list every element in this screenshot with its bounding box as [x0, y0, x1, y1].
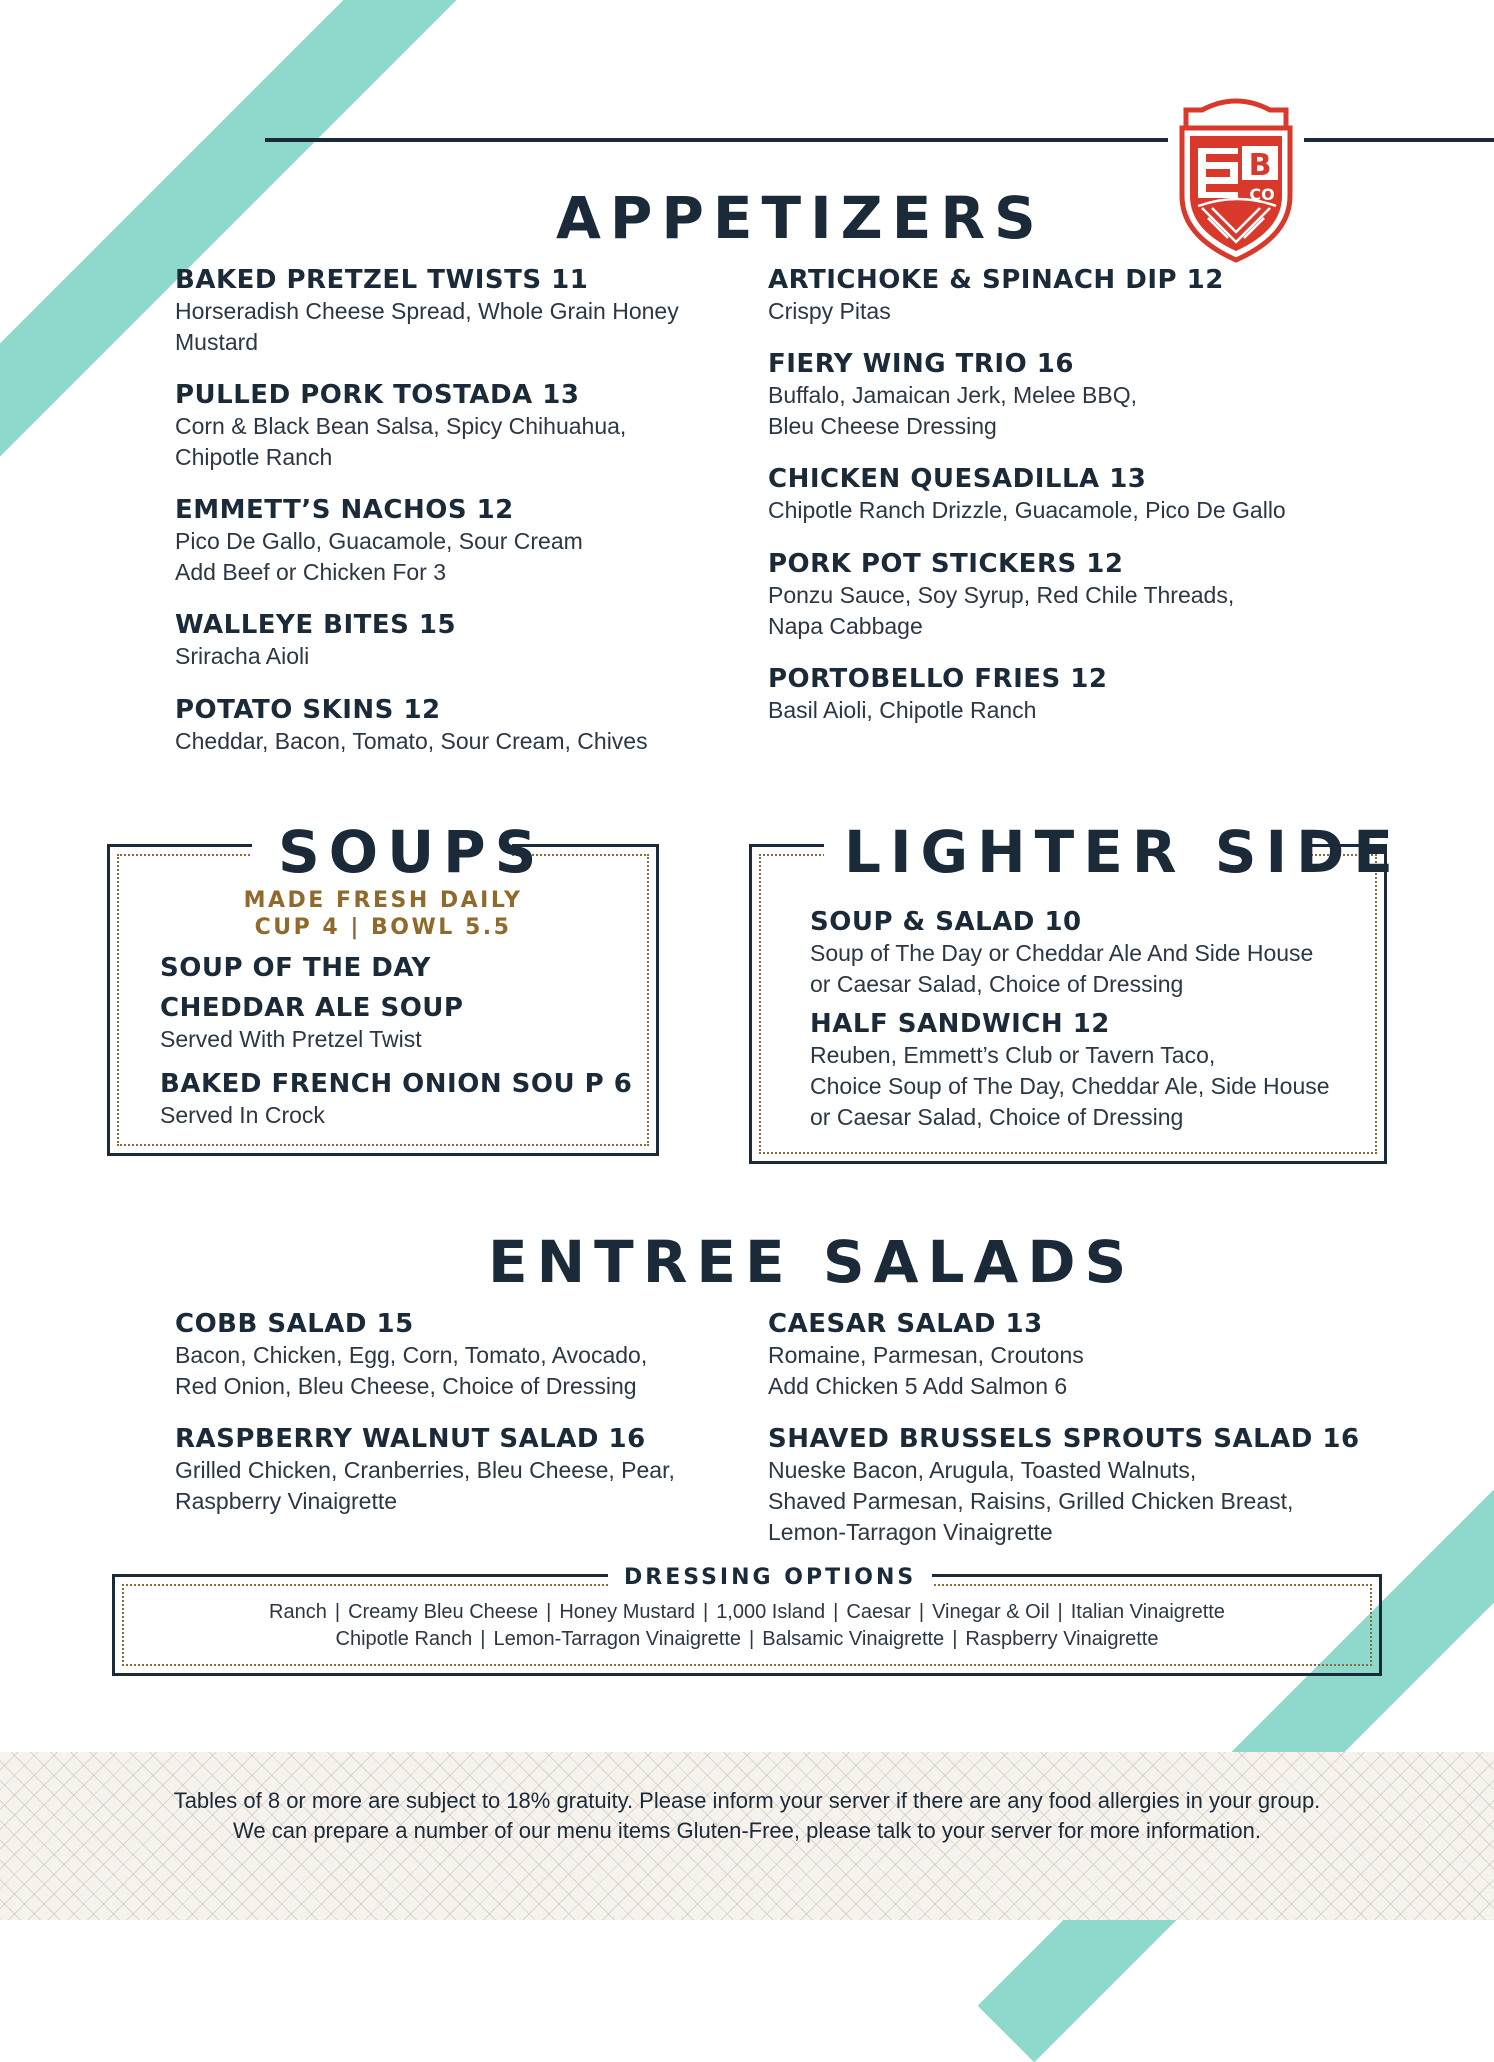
description-line: Romaine, Parmesan, Croutons [768, 1342, 1084, 1368]
dressing-option: Vinegar & Oil [932, 1601, 1050, 1623]
appetizer-item [175, 494, 583, 588]
menu-item-name: WALLEYE BITES 15 [175, 610, 457, 640]
dressing-option: Honey Mustard [559, 1601, 695, 1623]
appetizer-item [175, 379, 626, 473]
dressing-option: Italian Vinaigrette [1070, 1601, 1225, 1623]
salad-item [175, 1308, 647, 1402]
menu-item-description [768, 380, 1137, 442]
description-line: Ponzu Sauce, Soy Syrup, Red Chile Threads, [768, 582, 1235, 608]
description-line: Pico De Gallo, Guacamole, Sour Cream [175, 528, 583, 554]
menu-item-description [175, 296, 679, 358]
appetizer-item [175, 609, 456, 672]
dressing-option: Ranch [269, 1601, 327, 1623]
appetizer-item [768, 663, 1107, 726]
menu-item-description [175, 641, 456, 672]
separator: | [833, 1601, 839, 1623]
description-line: Add Chicken 5 Add Salmon 6 [768, 1373, 1068, 1399]
description-line: Chipotle Ranch Drizzle, Guacamole, Pico De Gallo [768, 497, 1286, 523]
description-line: Shaved Parmesan, Raisins, Grilled Chicken Breast, [768, 1488, 1294, 1514]
description-line: Corn & Black Bean Salsa, Spicy Chihuahua, [175, 413, 627, 439]
description-line: Reuben, Emmett’s Club or Tavern Taco, [810, 1042, 1216, 1068]
dressing-option: Chipotle Ranch [335, 1628, 473, 1650]
menu-item-name: BAKED FRENCH ONION SOU P 6 [160, 1069, 633, 1099]
description-line: or Caesar Salad, Choice of Dressing [810, 971, 1184, 997]
menu-item-name: POTATO SKINS 12 [175, 695, 441, 725]
appetizer-item [768, 348, 1137, 442]
description-line: Crispy Pitas [768, 298, 891, 324]
dressing-box-dotted-border [122, 1584, 1372, 1666]
description-line: Bacon, Chicken, Egg, Corn, Tomato, Avocado, [175, 1342, 648, 1368]
svg-text:B: B [1248, 148, 1272, 183]
dressing-option: Lemon-Tarragon Vinaigrette [493, 1628, 742, 1650]
menu-item-description [768, 1340, 1084, 1402]
lighter-side-item [810, 906, 1313, 1000]
menu-item-description [175, 1455, 675, 1517]
dressing-row-2 [115, 1628, 1379, 1651]
top-rule [265, 138, 1494, 142]
description-line: Nueske Bacon, Arugula, Toasted Walnuts, [768, 1457, 1197, 1483]
appetizers-title: APPETIZERS [556, 184, 1045, 252]
appetizer-item [175, 264, 679, 358]
separator: | [334, 1601, 341, 1623]
dressing-option: Creamy Bleu Cheese [348, 1601, 539, 1623]
footer-line-2: We can prepare a number of our menu items Gluten-Free, please talk to your server for more information. [233, 1818, 1261, 1843]
menu-item-description [810, 938, 1313, 1000]
appetizer-item [768, 463, 1286, 526]
logo [1168, 96, 1304, 266]
soup-item [160, 1068, 632, 1131]
description-line: Napa Cabbage [768, 613, 923, 639]
description-line: Mustard [175, 329, 259, 355]
description-line: Add Beef or Chicken For 3 [175, 559, 447, 585]
menu-item-description [768, 495, 1286, 526]
menu-item-name: ARTICHOKE & SPINACH DIP 12 [768, 265, 1224, 295]
salad-item [175, 1423, 675, 1517]
separator: | [952, 1628, 958, 1650]
dressing-option: Caesar [846, 1601, 911, 1623]
menu-item-name: FIERY WING TRIO 16 [768, 349, 1074, 379]
menu-item-name: RASPBERRY WALNUT SALAD 16 [175, 1424, 646, 1454]
menu-item-name: SOUP & SALAD 10 [810, 907, 1082, 937]
description-line: Sriracha Aioli [175, 643, 310, 669]
description-line: Chipotle Ranch [175, 444, 333, 470]
soup-item [160, 992, 463, 1055]
description-line: Choice Soup of The Day, Cheddar Ale, Side House [810, 1073, 1330, 1099]
menu-item-description [175, 726, 648, 757]
footer [0, 1752, 1494, 1920]
menu-item-name: SOUP OF THE DAY [160, 953, 431, 983]
separator: | [546, 1601, 552, 1623]
description-line: Raspberry Vinaigrette [175, 1488, 398, 1514]
footer-line-1: Tables of 8 or more are subject to 18% gratuity. Please inform your server if there are any food allergies in your group. [173, 1788, 1321, 1813]
soup-item [160, 952, 431, 984]
menu-item-name: CAESAR SALAD 13 [768, 1309, 1043, 1339]
menu-item-description [175, 411, 626, 473]
menu-item-name: HALF SANDWICH 12 [810, 1009, 1110, 1039]
menu-item-description [160, 1024, 463, 1055]
svg-text:CO: CO [1249, 185, 1275, 204]
menu-item-name: CHEDDAR ALE SOUP [160, 993, 464, 1023]
menu-item-name: BAKED PRETZEL TWISTS 11 [175, 265, 589, 295]
description-line: Buffalo, Jamaican Jerk, Melee BBQ, [768, 382, 1138, 408]
description-line: or Caesar Salad, Choice of Dressing [810, 1104, 1184, 1130]
soups-subtitle-2: CUP 4 | BOWL 5.5 [254, 915, 512, 940]
menu-item-name: EMMETT’S NACHOS 12 [175, 495, 514, 525]
salad-item [768, 1423, 1360, 1548]
description-line: Red Onion, Bleu Cheese, Choice of Dressing [175, 1373, 637, 1399]
menu-item-name: PORTOBELLO FRIES 12 [768, 664, 1108, 694]
description-line: Lemon-Tarragon Vinaigrette [768, 1519, 1053, 1545]
description-line: Served In Crock [160, 1102, 325, 1128]
menu-item-name: PORK POT STICKERS 12 [768, 549, 1124, 579]
dressing-row-1 [115, 1601, 1379, 1624]
salad-item [768, 1308, 1084, 1402]
menu-item-name: CHICKEN QUESADILLA 13 [768, 464, 1147, 494]
entree-salads-title: ENTREE SALADS [488, 1228, 1136, 1296]
description-line: Soup of The Day or Cheddar Ale And Side House [810, 940, 1314, 966]
dressing-options-title: DRESSING OPTIONS [608, 1565, 932, 1590]
menu-item-description [810, 1040, 1330, 1133]
separator: | [1057, 1601, 1063, 1623]
menu-item-description [175, 526, 583, 588]
menu-item-description [160, 1100, 632, 1131]
separator: | [749, 1628, 755, 1650]
description-line: Cheddar, Bacon, Tomato, Sour Cream, Chives [175, 728, 648, 754]
dressing-option: 1,000 Island [716, 1601, 826, 1623]
separator: | [480, 1628, 486, 1650]
appetizer-item [768, 548, 1234, 642]
menu-item-name: PULLED PORK TOSTADA 13 [175, 380, 580, 410]
dressing-option: Raspberry Vinaigrette [965, 1628, 1159, 1650]
menu-item-description [175, 1340, 647, 1402]
description-line: Bleu Cheese Dressing [768, 413, 997, 439]
description-line: Served With Pretzel Twist [160, 1026, 422, 1052]
appetizer-item [175, 694, 648, 757]
lighter-side-title: LIGHTER SIDE [844, 818, 1402, 886]
description-line: Grilled Chicken, Cranberries, Bleu Cheese, Pear, [175, 1457, 675, 1483]
description-line: Basil Aioli, Chipotle Ranch [768, 697, 1037, 723]
description-line: Horseradish Cheese Spread, Whole Grain Honey [175, 298, 679, 324]
soups-title: SOUPS [278, 818, 546, 886]
soups-subtitle-1: MADE FRESH DAILY [243, 888, 523, 913]
separator: | [702, 1601, 709, 1623]
menu-item-description [768, 296, 1224, 327]
menu-item-name: SHAVED BRUSSELS SPROUTS SALAD 16 [768, 1424, 1360, 1454]
menu-item-description [768, 580, 1234, 642]
crest-logo-icon [1168, 96, 1304, 266]
dressing-option: Balsamic Vinaigrette [762, 1628, 945, 1650]
lighter-side-item [810, 1008, 1330, 1133]
menu-item-description [768, 1455, 1360, 1548]
separator: | [918, 1601, 925, 1623]
appetizer-item [768, 264, 1224, 327]
menu-item-name: COBB SALAD 15 [175, 1309, 414, 1339]
menu-item-description [768, 695, 1107, 726]
